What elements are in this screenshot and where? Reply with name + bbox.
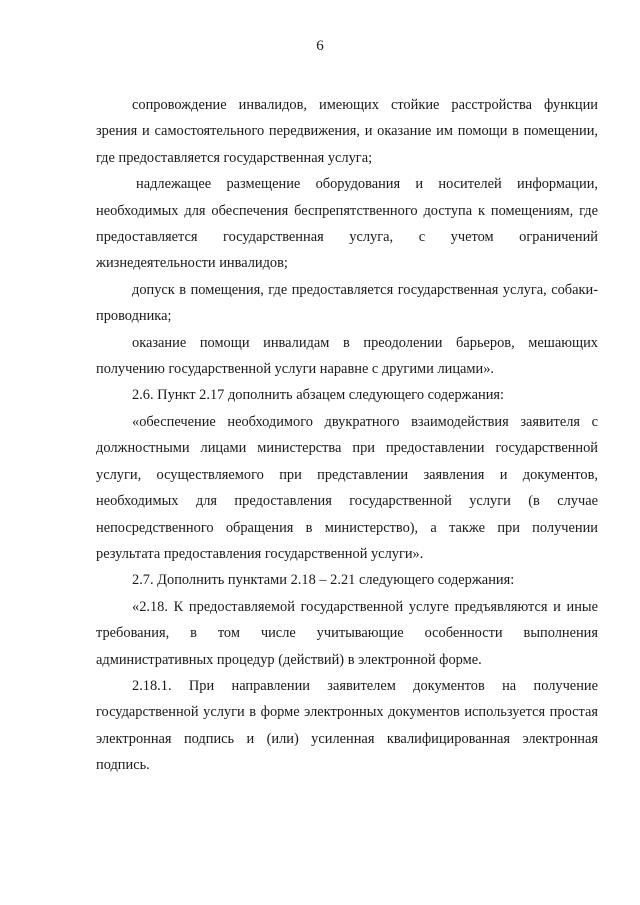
page-number: 6 [316,38,324,54]
document-body [96,92,598,779]
paragraph-1: сопровождение инвалидов, имеющих стойкие расстройства функции зрения и самостоятельного передвижения, и оказание им помощи в помещении, где предоставляется государственная услуга; [96,97,598,166]
paragraph-4: оказание помощи инвалидам в преодолении барьеров, мешающих получению государственной услуги наравне с другими лицами». [96,334,598,378]
paragraph-3: допуск в помещения, где предоставляется государственная услуга, собаки-проводника; [96,281,598,325]
paragraph-8: «2.18. К предоставляемой государственной услуге предъявляются и иные требования, в том числе учитывающие особенности выполнения административных процедур (действий) в электронной форме. [96,598,598,668]
paragraph-7: 2.7. Дополнить пунктами 2.18 – 2.21 следующего содержания: [132,572,515,589]
paragraph-9: 2.18.1. При направлении заявителем документов на получение государственной услуги в форме электронных документов используется простая электронная подпись и (или) усиленная квалифицированная электронная подпись. [96,677,598,774]
paragraph-6: «обеспечение необходимого двукратного взаимодействия заявителя с должностными лицами министерства при предоставлении государственной услуги, осуществляемого при представлении заявления и документов, необходимых для предоставления государственной услуги (в случае непосредственного обращения в министерство), а также при получении результата предоставления государственной услуги». [96,413,598,562]
paragraph-2: надлежащее размещение оборудования и носителей информации, необходимых для обеспечения беспрепятственного доступа к помещениям, где предоставляется государственная услуга, с учетом ограничений жизнедеятельности инвалидов; [96,176,598,272]
paragraph-5: 2.6. Пункт 2.17 дополнить абзацем следующего содержания: [132,387,505,404]
